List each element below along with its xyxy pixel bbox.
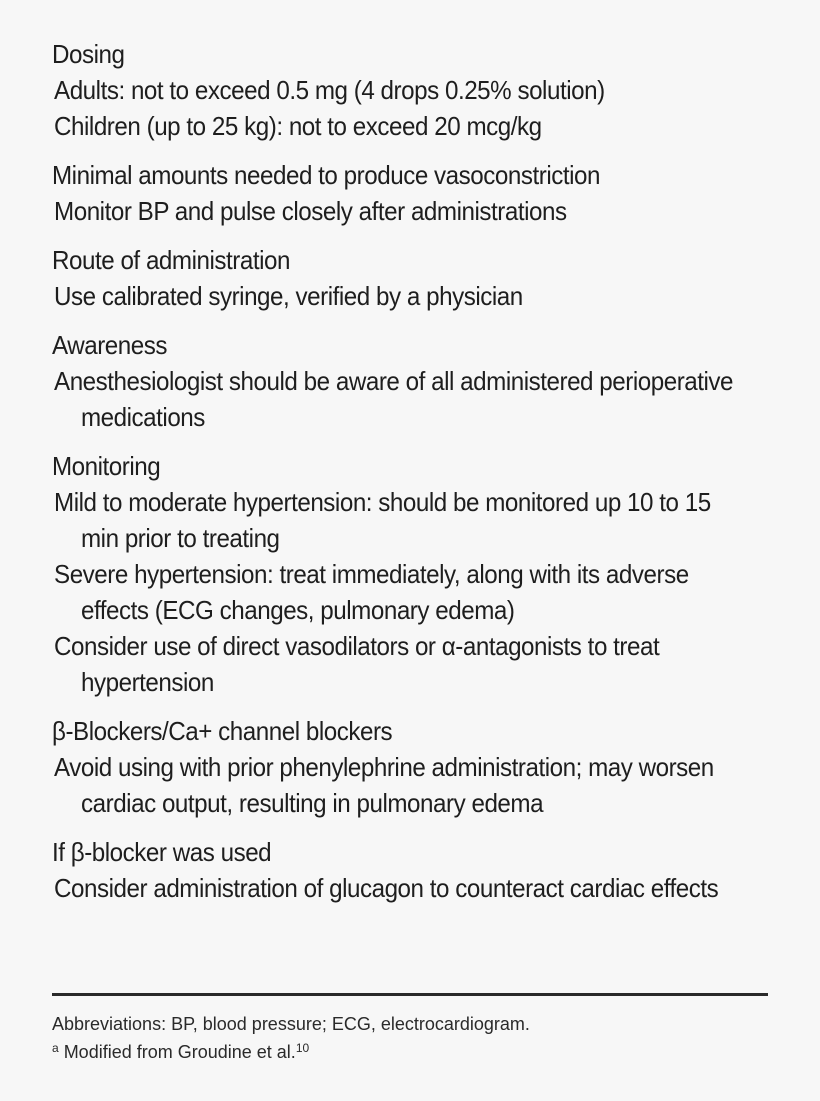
section-heading: Route of administration (52, 245, 290, 275)
section-dosing (52, 36, 768, 144)
section-heading: Monitoring (52, 451, 161, 481)
list-item: Use calibrated syringe, verified by a physician (54, 281, 523, 311)
source-text: Modified from Groudine et al. (58, 1042, 296, 1062)
section-heading: Dosing (52, 39, 125, 69)
section-heading: β-Blockers/Ca+ channel blockers (52, 716, 393, 746)
footnote-marker: a (52, 1041, 59, 1055)
reference-number: 10 (295, 1041, 310, 1055)
list-item: Anesthesiologist should be aware of all administered perioperative medications (54, 366, 734, 432)
section-vasoconstriction (52, 157, 768, 229)
list-item: Adults: not to exceed 0.5 mg (4 drops 0.25% solution) (54, 75, 605, 105)
section-awareness (52, 327, 768, 435)
section-if-beta-blocker (52, 834, 768, 906)
footnotes (52, 1010, 768, 1066)
abbreviations-note: Abbreviations: BP, blood pressure; ECG, electrocardiogram. (52, 1014, 530, 1034)
list-item: Consider administration of glucagon to counteract cardiac effects (54, 873, 719, 903)
list-item: Severe hypertension: treat immediately, along with its adverse effects (ECG changes, pulmonary edema) (54, 559, 689, 625)
list-item: Mild to moderate hypertension: should be monitored up 10 to 15 min prior to treating (54, 487, 711, 553)
source-note (52, 1038, 768, 1066)
section-monitoring (52, 448, 768, 700)
section-heading: Awareness (52, 330, 168, 360)
section-heading: Minimal amounts needed to produce vasoconstriction (52, 160, 600, 190)
list-item: Avoid using with prior phenylephrine administration; may worsen cardiac output, resulting in pulmonary edema (54, 752, 714, 818)
footnote-divider (52, 993, 768, 996)
recommendations-list (52, 36, 768, 906)
list-item: Children (up to 25 kg): not to exceed 20 mcg/kg (54, 111, 542, 141)
section-heading: If β-blocker was used (52, 837, 272, 867)
section-route (52, 242, 768, 314)
section-beta-blockers (52, 713, 768, 821)
list-item: Consider use of direct vasodilators or α-antagonists to treat hypertension (54, 631, 660, 697)
list-item: Monitor BP and pulse closely after administrations (54, 196, 567, 226)
